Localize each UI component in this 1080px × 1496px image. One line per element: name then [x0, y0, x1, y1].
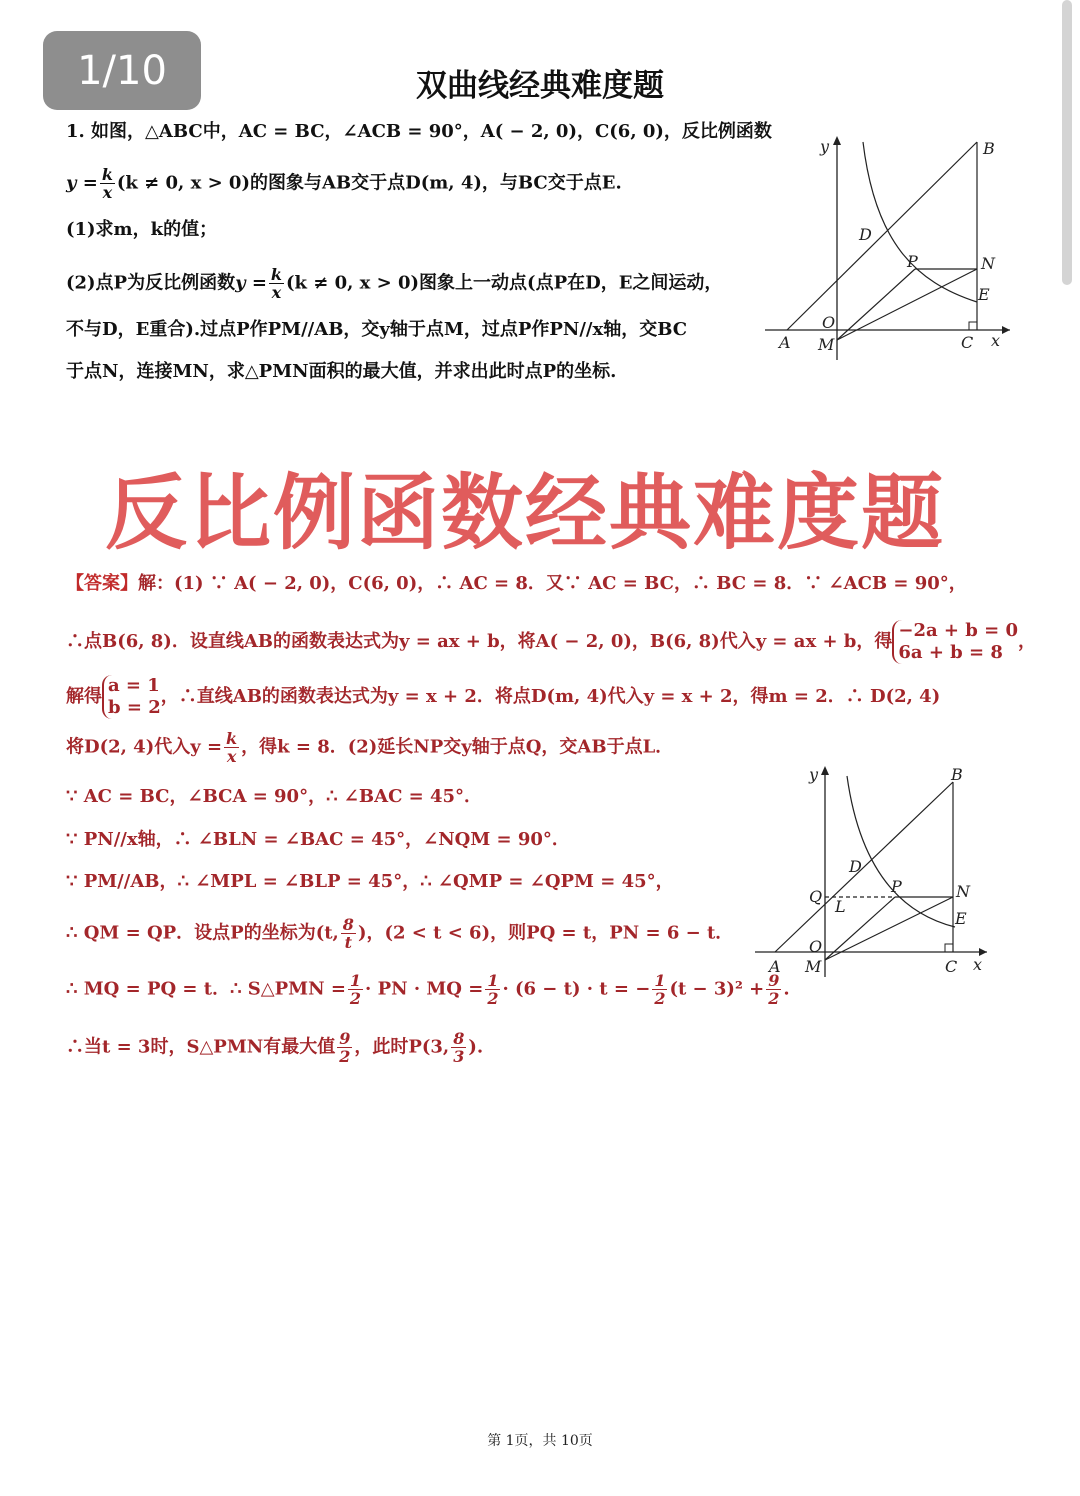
fraction-one-half: $\frac{1}{2}$ [654, 971, 666, 1008]
fraction-one-half: $\frac{1}{2}$ [487, 971, 499, 1008]
answer-line-4 [66, 730, 673, 765]
fraction-nine-halves: $\frac{9}{2}$ [768, 971, 780, 1008]
equation-system: −2a + b = 0 6a + b = 8 [892, 620, 1018, 664]
fraction-one-half: $\frac{1}{2}$ [349, 971, 362, 1008]
answer-line-5: ∵ AC = BC，∠BCA = 90°，∴ ∠BAC = 45°． [66, 786, 483, 807]
answer-text: ，此时P(3, [354, 1036, 450, 1058]
y-axis-arrow-icon [833, 136, 841, 145]
fraction-eight-thirds: $\frac{8}{3}$ [453, 1029, 465, 1066]
label-N: N [956, 882, 970, 901]
label-M: M [818, 335, 835, 354]
label-A: A [769, 957, 781, 976]
line-AB [775, 782, 953, 952]
label-C: C [961, 333, 974, 352]
label-L: L [835, 897, 846, 916]
right-angle-mark [945, 944, 953, 952]
scrollbar[interactable] [1062, 0, 1072, 285]
answer-text: ∴点B(6, 8)．设直线AB的函数表达式为y = ax + b，将A( − 2, 0)，B(6, 8)代入y = ax + b，得 [66, 631, 893, 652]
answer-text: (t − 3)² + [669, 978, 765, 1000]
y-equals: y = [66, 172, 98, 194]
page-footer: 第 1页，共 10页 [487, 1433, 593, 1449]
label-N: N [981, 254, 995, 273]
fraction-k-over-x: $\frac{k}{x}$ [101, 165, 113, 202]
label-O: O [822, 313, 836, 332]
label-P: P [891, 877, 902, 896]
label-C: C [945, 957, 958, 976]
answer-text: ∴ MQ = PQ = t．∴ S△PMN = [66, 978, 346, 1000]
label-O: O [809, 937, 823, 956]
answer-text: 解：(1) ∵ A( − 2, 0)，C(6, 0)，∴ AC = 8．又∵ AC = BC，∴ BC = 8．∵ ∠ACB = 90°， [138, 573, 967, 594]
banner-heading: 反比例函数经典难度题 [104, 466, 945, 561]
page-title: 双曲线经典难度题 [416, 68, 664, 104]
question-line-5: 不与D，E重合).过点P作PM//AB，交y轴于点M，过点P作PN//x轴，交BC [66, 319, 688, 340]
answer-line-6: ∵ PN//x轴，∴ ∠BLN = ∠BAC = 45°，∠NQM = 90°． [66, 829, 570, 850]
solution-system: a = 1 b = 2 [102, 675, 161, 719]
label-x: x [991, 331, 1001, 350]
label-A: A [779, 333, 791, 352]
answer-line-8 [66, 916, 733, 951]
answer-text: · (6 − t) · t = − [502, 978, 651, 1000]
answer-line-10: ∴当t = 3时，S△PMN有最大值 $\frac{9}{2}$ ，此时P(3, $\frac{8}{3}$ ). [66, 1029, 484, 1066]
answer-text: ，得k = 8．(2)延长NP交y轴于点Q，交AB于点L． [241, 736, 674, 758]
question-line-4 [66, 266, 722, 301]
answer-line-3 [66, 675, 940, 719]
answer-line-7: ∵ PM//AB，∴ ∠MPL = ∠BLP = 45°，∴ ∠QMP = ∠QPM = 45°， [66, 871, 674, 892]
answer-line-2: ∴点B(6, 8)．设直线AB的函数表达式为y = ax + b，将A( − 2, 0)，B(6, 8)代入y = ax + b，得 −2a + b = 0 6a + b = 8 ， [66, 620, 1036, 663]
label-P: P [907, 252, 918, 271]
question-line-3: (1)求m，k的值； [66, 219, 218, 240]
x-axis-arrow-icon [1002, 326, 1010, 334]
answer-text: ∴ QM = QP．设点P的坐标为(t, [66, 922, 339, 944]
question-line-6: 于点N，连接MN，求△PMN面积的最大值，并求出此时点P的坐标. [66, 361, 617, 382]
answer-text: ，∴直线AB的函数表达式为y = x + 2．将点D(m, 4)代入y = x + 2，得m = 2．∴ D(2, 4) [160, 686, 941, 707]
question-line-1: 1. 如图，△ABC中，AC = BC，∠ACB = 90°，A( − 2, 0)，C(6, 0)，反比例函数 [66, 121, 772, 142]
question-figure [765, 132, 1015, 362]
label-Q: Q [809, 887, 823, 906]
label-x: x [973, 955, 983, 974]
right-angle-mark [969, 322, 977, 330]
answer-tag: 【答案】 [66, 573, 138, 594]
label-D: D [849, 857, 862, 876]
question-text: (k ≠ 0, x > 0)图象上一动点(点P在D，E之间运动， [286, 272, 723, 294]
fraction-k-over-x: $\frac{k}{x}$ [226, 729, 238, 766]
answer-text: · PN · MQ = [365, 978, 484, 1000]
y-axis-arrow-icon [821, 766, 829, 775]
label-y: y [809, 765, 819, 784]
page-counter-badge: 1/10 [43, 31, 201, 110]
fraction-nine-halves: $\frac{9}{2}$ [339, 1029, 351, 1066]
fraction-k-over-x: $\frac{k}{x}$ [270, 265, 282, 302]
question-text: (k ≠ 0, x > 0)的图象与AB交于点D(m, 4)，与BC交于点E. [116, 172, 622, 194]
answer-text: 将D(2, 4)代入y = [66, 736, 223, 758]
question-line-2 [66, 166, 622, 201]
label-D: D [859, 225, 872, 244]
label-B: B [983, 139, 995, 158]
label-B: B [951, 765, 963, 784]
answer-text: ∴当t = 3时，S△PMN有最大值 [66, 1036, 336, 1058]
line-AB [787, 142, 977, 330]
fraction-8-over-t: $\frac{8}{t}$ [342, 915, 354, 952]
answer-line-1 [66, 570, 967, 598]
y-equals: y = [235, 272, 267, 294]
label-M: M [805, 957, 822, 976]
question-text: (2)点P为反比例函数 [66, 272, 236, 294]
answer-text: )，(2 < t < 6)，则PQ = t，PN = 6 − t． [357, 922, 734, 944]
answer-figure [755, 762, 995, 982]
answer-line-9: ∴ MQ = PQ = t．∴ S△PMN = $\frac{1}{2}$ · PN · MQ = $\frac{1}{2}$ · (6 − t) · t = − $\frac{1}{2}$ (t − 3)² + $\frac{9}{2}$ . [66, 971, 790, 1008]
label-y: y [820, 137, 830, 156]
answer-text: 解得 [66, 686, 102, 707]
label-E: E [978, 285, 990, 304]
label-E: E [955, 909, 967, 928]
